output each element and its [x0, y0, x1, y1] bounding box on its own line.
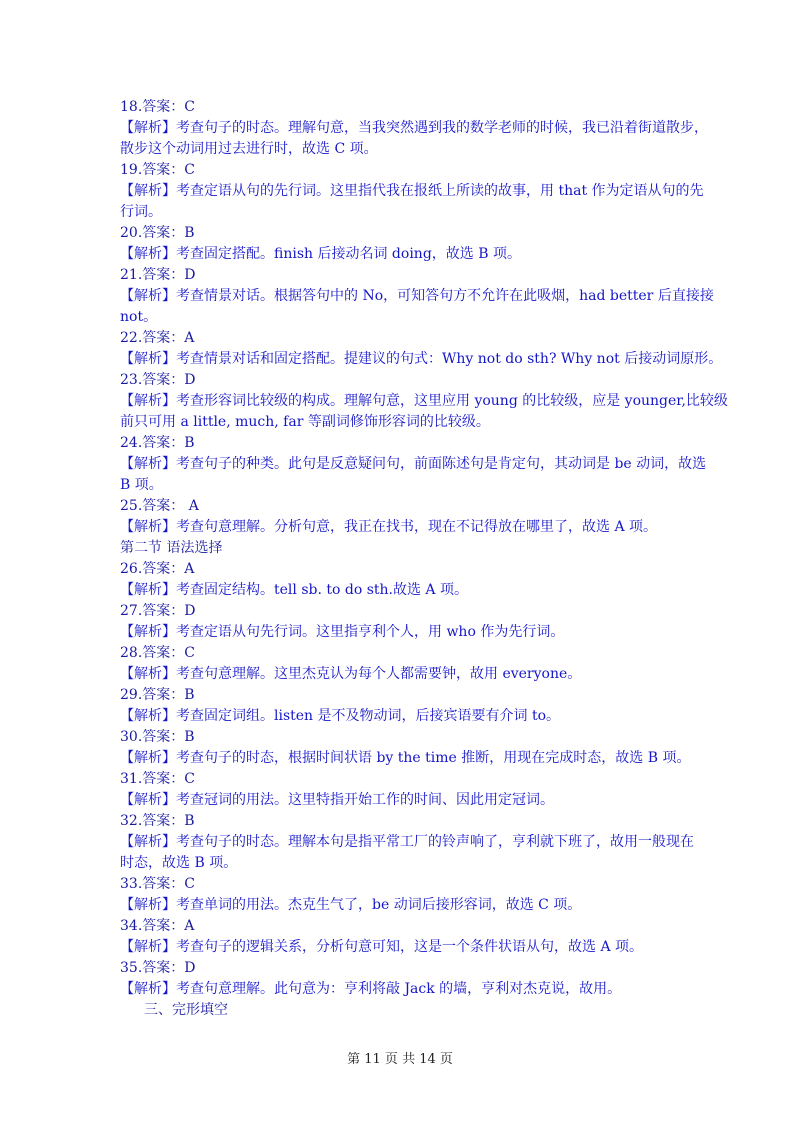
- answer-line: 21.答案：D: [120, 267, 196, 283]
- explanation-line: 【解析】考查定语从句的先行词。这里指代我在报纸上所读的故事，用 that 作为定语从句的先: [120, 183, 704, 199]
- explanation-line: 散步这个动词用过去进行时，故选 C 项。: [120, 141, 378, 157]
- section-heading: 第二节 语法选择: [120, 540, 223, 556]
- answer-line: 29.答案：B: [120, 687, 195, 703]
- answer-line: 24.答案：B: [120, 435, 195, 451]
- explanation-line: 【解析】考查句子的时态。理解句意，当我突然遇到我的数学老师的时候，我已沿着街道散步，: [120, 120, 708, 136]
- explanation-line: 【解析】考查句子的时态。理解本句是指平常工厂的铃声响了，亨利就下班了，故用一般现在: [120, 834, 694, 850]
- answer-line: 33.答案：C: [120, 876, 195, 892]
- explanation-line: 【解析】考查定语从句先行词。这里指亨利个人，用 who 作为先行词。: [120, 624, 565, 640]
- explanation-line: 【解析】考查句意理解。分析句意，我正在找书，现在不记得放在哪里了，故选 A 项。: [120, 519, 658, 535]
- explanation-line: 【解析】考查句意理解。此句意为：亨利将敲 Jack 的墙，亨利对杰克说，故用。: [120, 981, 622, 997]
- page-footer: 第 11 页 共 14 页: [347, 1052, 453, 1067]
- explanation-line: 【解析】考查情景对话和固定搭配。提建议的句式：Why not do sth? Why not 后接动词原形。: [120, 351, 723, 367]
- explanation-line: not。: [120, 309, 158, 325]
- explanation-line: 【解析】考查句子的种类。此句是反意疑问句，前面陈述句是肯定句，其动词是 be 动词，故选: [120, 456, 707, 472]
- explanation-line: 行词。: [120, 204, 162, 220]
- answer-line: 20.答案：B: [120, 225, 195, 241]
- answer-line: 25.答案： A: [120, 498, 199, 514]
- answer-line: 19.答案：C: [120, 162, 195, 178]
- explanation-line: 【解析】考查形容词比较级的构成。理解句意，这里应用 young 的比较级，应是 younger,比较级: [120, 393, 728, 409]
- answer-line: 23.答案：D: [120, 372, 196, 388]
- explanation-line: 【解析】考查句子的逻辑关系，分析句意可知，这是一个条件状语从句，故选 A 项。: [120, 939, 644, 955]
- explanation-line: 【解析】考查单词的用法。杰克生气了，be 动词后接形容词，故选 C 项。: [120, 897, 582, 913]
- explanation-line: B 项。: [120, 477, 163, 493]
- answer-line: 18.答案：C: [120, 99, 195, 115]
- section-heading: 三、完形填空: [144, 1002, 228, 1018]
- answer-line: 32.答案：B: [120, 813, 195, 829]
- explanation-line: 【解析】考查冠词的用法。这里特指开始工作的时间、因此用定冠词。: [120, 792, 554, 808]
- answer-line: 26.答案：A: [120, 561, 195, 577]
- explanation-line: 【解析】考查句子的时态，根据时间状语 by the time 推断，用现在完成时态，故选 B 项。: [120, 750, 691, 766]
- explanation-line: 【解析】考查情景对话。根据答句中的 No，可知答句方不允许在此吸烟，had better 后直接接: [120, 288, 714, 304]
- explanation-line: 前只可用 a little, much, far 等副词修饰形容词的比较级。: [120, 414, 490, 430]
- explanation-line: 【解析】考查固定词组。listen 是不及物动词，后接宾语要有介词 to。: [120, 708, 561, 724]
- answer-line: 22.答案：A: [120, 330, 195, 346]
- explanation-line: 【解析】考查固定搭配。finish 后接动名词 doing，故选 B 项。: [120, 246, 521, 262]
- answer-line: 28.答案：C: [120, 645, 195, 661]
- answer-line: 30.答案：B: [120, 729, 195, 745]
- answer-content: [120, 97, 728, 1021]
- answer-line: 35.答案：D: [120, 960, 196, 976]
- answer-line: 31.答案：C: [120, 771, 195, 787]
- answer-line: 34.答案：A: [120, 918, 195, 934]
- answer-line: 27.答案：D: [120, 603, 196, 619]
- explanation-line: 时态，故选 B 项。: [120, 855, 238, 871]
- explanation-line: 【解析】考查固定结构。tell sb. to do sth.故选 A 项。: [120, 582, 468, 598]
- explanation-line: 【解析】考查句意理解。这里杰克认为每个人都需要钟，故用 everyone。: [120, 666, 582, 682]
